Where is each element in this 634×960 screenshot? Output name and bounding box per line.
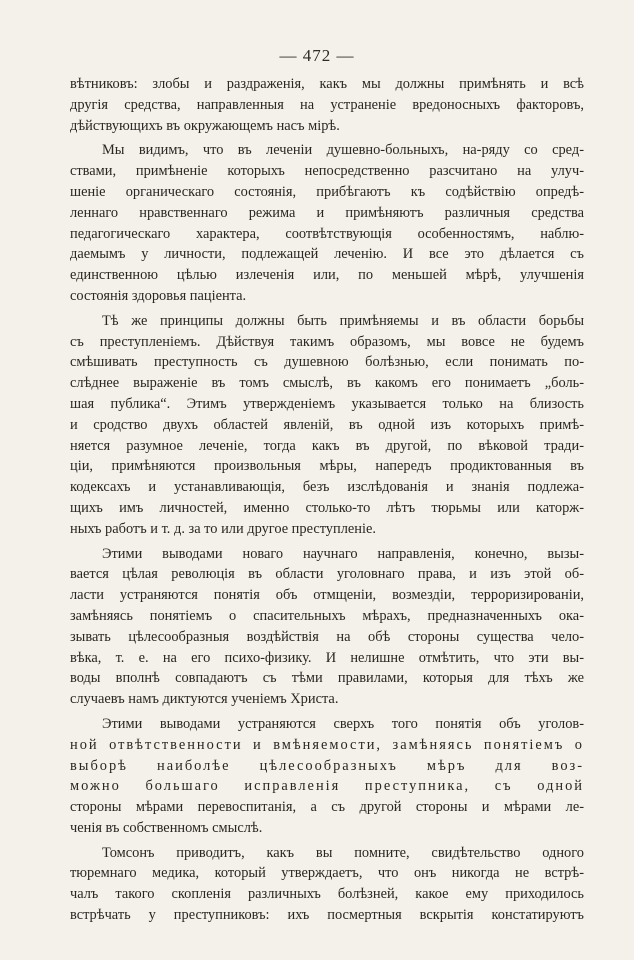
paragraph [70,544,584,710]
paragraph [70,714,584,839]
paragraph [70,140,584,306]
text-line: можно большаго исправленія преступника, съ одной [70,778,584,795]
text-line: педагогическаго характера, соотвѣтствующія особенностямъ, наблю- [70,225,584,242]
text-line: стороны мѣрами перевоспитанія, а съ другой стороны и мѣрами ле- [70,799,584,816]
text-line: Мы видимъ, что въ леченіи душевно-больныхъ, на-ряду со сред- [102,142,584,159]
text-line: встрѣчать у преступниковъ: ихъ посмертныя вскрытія констатируютъ [70,907,584,924]
text-line: щихъ имъ личностей, именно столько-то лѣтъ тюрьмы или каторж- [70,499,584,516]
page-number: — 472 — [279,46,355,65]
text-line: вается цѣлая революція въ области уголовнаго права, и изъ этой об- [70,566,584,583]
text-line: ствами, примѣненіе которыхъ непосредственно разсчитано на улуч- [70,163,584,180]
text-line: ціи, примѣняются произвольныя мѣры, напередъ продиктованныя въ [70,458,584,475]
text-line: тюремнаго медика, который утверждаетъ, что онъ никогда не встрѣ- [70,865,584,882]
text-line: Этими выводами новаго научнаго направленія, конечно, вызы- [102,545,584,562]
text-line: вѣтниковъ: злобы и раздраженія, какъ мы должны примѣнять и всѣ [70,76,584,92]
text-line: слѣднее выраженіе въ томъ смыслѣ, въ какомъ его понимаетъ „боль- [70,375,584,392]
text-line: даемымъ у личности, подлежащей леченію. И все это дѣлается съ [70,246,584,263]
body-text [70,74,584,926]
paragraph [70,311,584,540]
text-line: няется разумное леченіе, тогда какъ въ другой, по вѣковой тради- [70,437,584,454]
text-line: воды вполнѣ совпадаютъ съ тѣми правилами, которыя для тѣхъ же [70,670,584,687]
text-line: Этими выводами устраняются сверхъ того понятія объ уголов- [102,715,584,732]
text-line: съ преступленіемъ. Дѣйствуя такимъ образомъ, мы вовсе не будемъ [70,333,584,350]
text-line: смѣшивать преступность съ душевною болѣзнью, если понимать по- [70,354,584,371]
text-line: и сродство двухъ областей явленій, въ одной изъ которыхъ примѣ- [70,416,584,433]
text-line: состоянія здоровья паціента. [70,287,247,304]
text-line: единственною цѣлью излеченія или, по меньшей мѣрѣ, улучшенія [70,267,584,284]
paragraph [70,843,584,926]
text-line: кодексахъ и устанавливающія, безъ изслѣдованія и знанія подлежа- [70,479,584,496]
text-line: ной отвѣтственности и вмѣняемости, замѣняясь понятіемъ о [70,736,584,753]
text-line: дѣйствующихъ въ окружающемъ насъ мірѣ. [70,117,340,134]
text-line: шеніе органическаго состоянія, прибѣгаютъ къ содѣйствію опредѣ- [70,183,584,200]
text-line: другія средства, направленныя на устраненіе вредоносныхъ факторовъ, [70,96,584,113]
text-line: шая публика“. Этимъ утвержденіемъ указывается только на близость [70,395,584,412]
text-line: ласти устраняются понятія объ отмщеніи, возмездіи, терроризированіи, [70,587,584,604]
text-line: ченія въ собственномъ смыслѣ. [70,819,263,836]
text-line: чалъ такого скопленія различныхъ болѣзней, какое ему приходилось [70,886,584,903]
text-line: ныхъ работъ и т. д. за то или другое преступленіе. [70,520,376,537]
text-line: случаевъ намъ диктуются ученіемъ Христа. [70,691,339,708]
text-line: Тѣ же принципы должны быть примѣняемы и въ области борьбы [102,312,584,329]
text-line: выборѣ наиболѣе цѣлесообразныхъ мѣръ для воз- [70,757,584,774]
text-line: леннаго нравственнаго режима и примѣняютъ различныя средства [70,204,584,221]
text-line: зывать цѣлесообразныя воздѣйствія на обѣ стороны существа чело- [70,628,584,645]
text-line: замѣняясь понятіемъ о спасительныхъ мѣрахъ, предназначенныхъ ока- [70,607,584,624]
text-line: вѣка, т. е. на его психо-физику. И нелишне отмѣтить, что эти вы- [70,649,584,666]
text-line: Томсонъ приводитъ, какъ вы помните, свидѣтельство одного [102,844,584,861]
paragraph [70,74,584,136]
